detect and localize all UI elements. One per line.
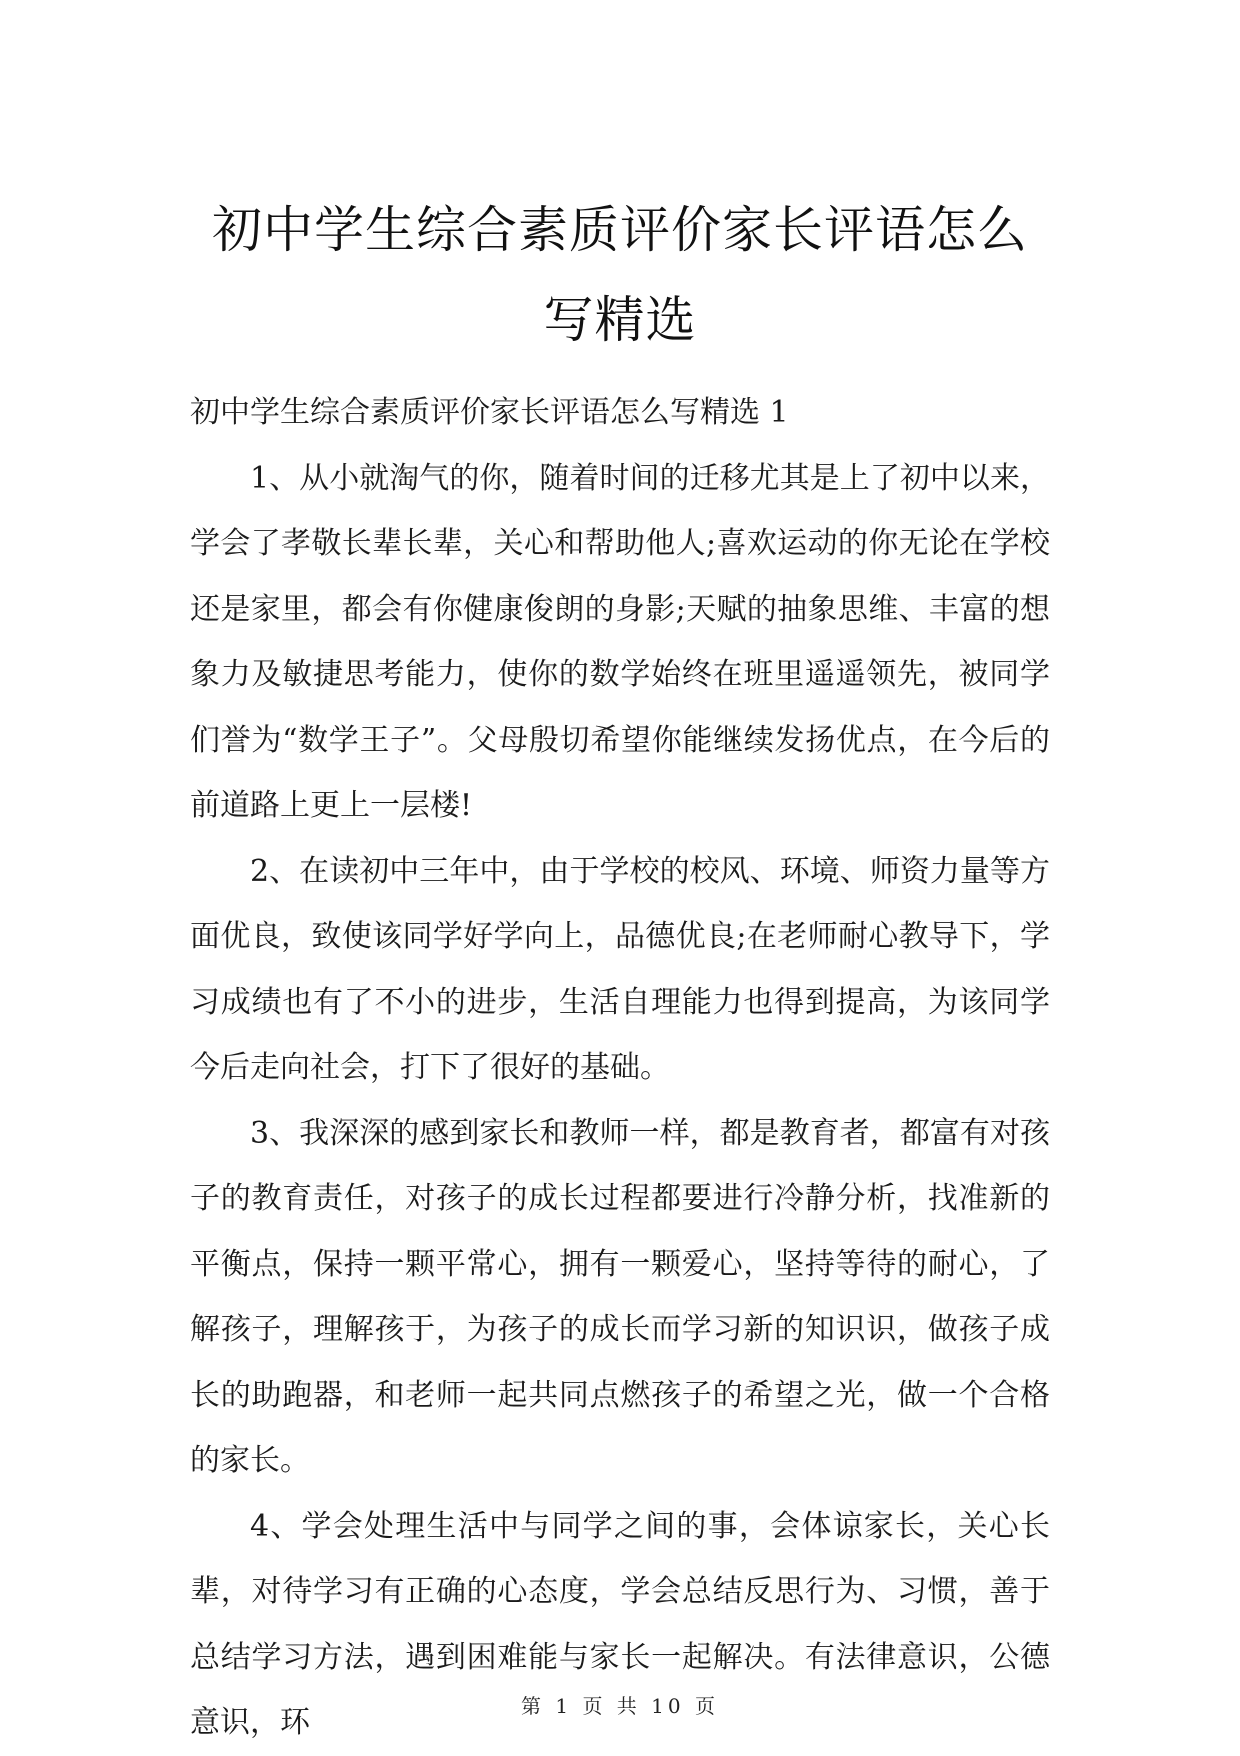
paragraph-3: 3、我深深的感到家长和教师一样，都是教育者，都富有对孩子的教育责任，对孩子的成长过程都要进行冷静分析，找准新的平衡点，保持一颗平常心，拥有一颗爱心，坚持等待的耐心，了解孩子，理解孩于，为孩子的成长而学习新的知识识，做孩子成长的助跑器，和老师一起共同点燃孩子的希望之光，做一个合格的家长。 [190, 1115, 1050, 1478]
paragraph-4: 4、学会处理生活中与同学之间的事，会体谅家长，关心长辈，对待学习有正确的心态度，学会总结反思行为、习惯，善于总结学习方法，遇到困难能与家长一起解决。有法律意识，公德意识，环 [190, 1508, 1050, 1740]
page-footer: 第 1 页 共 10 页 [521, 1694, 719, 1718]
paragraph-2: 2、在读初中三年中，由于学校的校风、环境、师资力量等方面优良，致使该同学好学向上，品德优良;在老师耐心教导下，学习成绩也有了不小的进步，生活自理能力也得到提高，为该同学今后走向社会，打下了很好的基础。 [190, 853, 1050, 1085]
section-heading: 初中学生综合素质评价家长评语怎么写精选 1 [190, 395, 789, 430]
document-body [190, 380, 1050, 1756]
paragraph-1: 1、从小就淘气的你，随着时间的迁移尤其是上了初中以来，学会了孝敬长辈长辈，关心和帮助他人;喜欢运动的你无论在学校还是家里，都会有你健康俊朗的身影;天赋的抽象思维、丰富的想象力及敏捷思考能力，使你的数学始终在班里遥遥领先，被同学们誉为“数学王子”。父母殷切希望你能继续发扬优点，在今后的前道路上更上一层楼! [190, 460, 1050, 823]
document-title: 初中学生综合素质评价家长评语怎么写精选 [212, 201, 1028, 349]
